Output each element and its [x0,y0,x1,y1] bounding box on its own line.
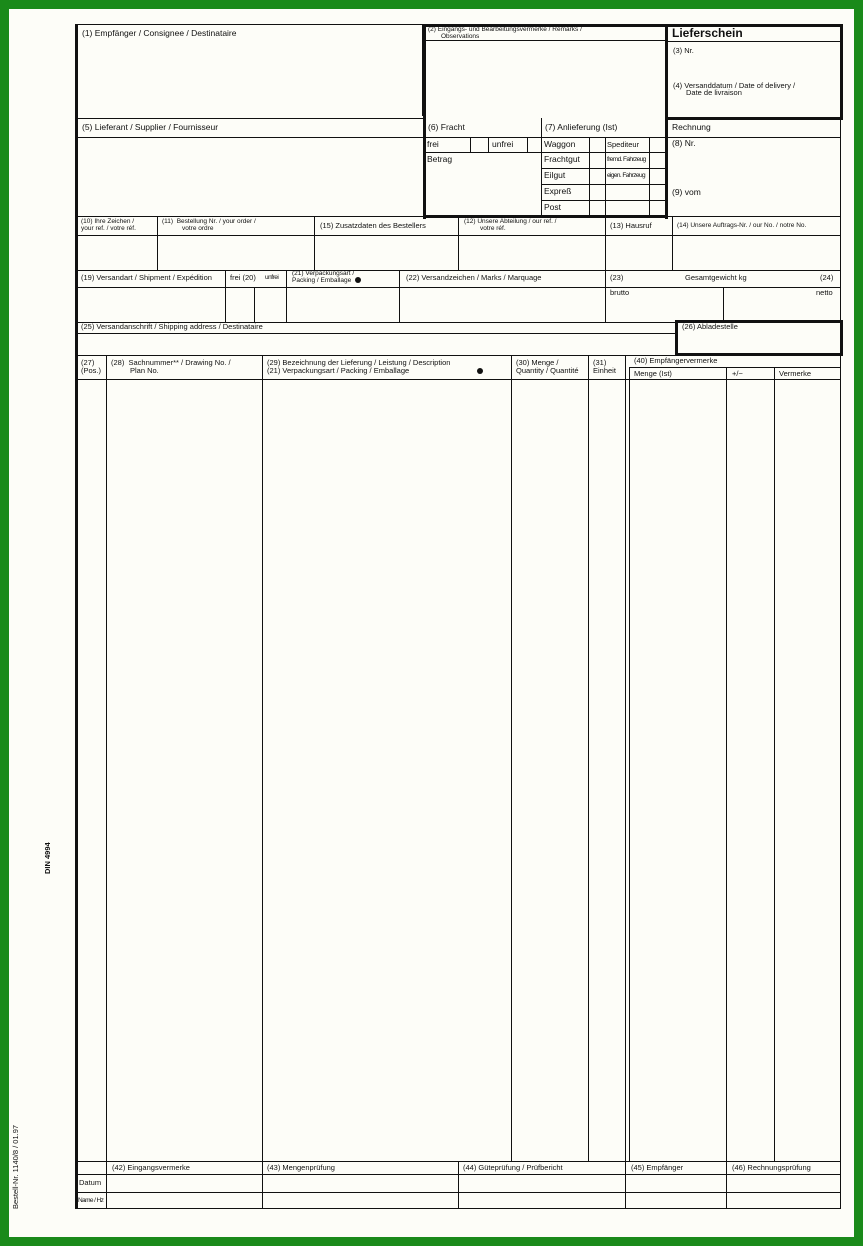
delivery-date-label-1: (4) Versanddatum / Date of delivery / [673,81,796,90]
unloading-point-label: (26) Abladestelle [682,322,738,331]
forwarder-label: Spediteur [607,140,640,149]
freight-label: (6) Fracht [428,122,465,132]
additional-data-label: (15) Zusatzdaten des Bestellers [320,221,426,230]
freight-unfree: unfrei [492,139,514,149]
our-dept-label-1: (12) Unsere Abteilung / our ref. / [464,218,557,225]
part-no-label-1: (28) Sachnummer** / Drawing No. / [111,358,231,367]
ship-free-label: frei (20) [230,273,256,282]
order-number-label: Bestell-Nr. 1140/8 / 01.97 [11,1124,20,1209]
delivery-actual-label: (7) Anlieferung (Ist) [545,122,618,132]
packing-label-1: (21) Verpackungsart / [292,270,355,277]
invoice-check-label: (46) Rechnungsprüfung [732,1163,811,1172]
plus-minus-label: +/− [732,369,743,378]
recipient-label: (45) Empfänger [631,1163,684,1172]
actual-qty-label: Menge (Ist) [634,369,672,378]
your-order-label-2: votre ordre [182,225,214,232]
invoice-label: Rechnung [672,122,711,132]
supplier-label: (5) Lieferant / Supplier / Fournisseur [82,122,219,132]
freight-free: frei [427,139,439,149]
gross-label: brutto [610,288,630,297]
bold-box-mid [665,24,668,219]
field-23-label: (23) [610,273,624,282]
extension-label: (13) Hausruf [610,221,652,230]
form-title: Lieferschein [672,26,743,40]
bullet-icon [355,277,361,283]
unit-label-1: (31) [593,358,607,367]
bold-box-left [423,24,426,219]
field-24-label: (24) [820,273,834,282]
quantity-label-1: (30) Menge / [516,358,559,367]
your-ref-label-1: (10) Ihre Zeichen / [81,218,135,225]
frame-bottom [75,1208,841,1209]
unit-label-2: Einheit [593,366,616,375]
amount-label: Betrag [427,154,453,164]
notes-label: Vermerke [779,369,812,378]
your-ref-label-2: your ref. / votre réf. [81,225,136,232]
gross-weight-label: Gesamtgewicht kg [685,273,747,282]
shipping-address-label: (25) Versandanschrift / Shipping address / Destinataire [81,322,263,331]
consignee-label: (1) Empfänger / Consignee / Destinataire [82,28,237,38]
own-vehicle-label: eigen. Fahrzeug [607,172,645,179]
delivery-note-form [9,9,854,1237]
pos-label-2: (Pos.) [81,366,102,375]
foreign-vehicle-label: fremd. Fahrzeug [607,156,646,163]
nr-label: (3) Nr. [673,46,694,55]
frame-left [75,24,78,1208]
frame-right [840,24,841,1208]
ship-unfree-label: unfrei [265,274,279,281]
our-dept-label-2: votre réf. [480,225,506,232]
remarks-label-1: (2) Eingangs- und Bearbeitungsvermerke / Remarks / [428,26,582,33]
waggon-label: Waggon [544,139,576,149]
name-label: Name / Hz [78,1197,104,1204]
bullet-icon [477,368,483,374]
frachtgut-label: Frachtgut [544,154,580,164]
our-order-no-label: (14) Unsere Auftrags-Nr. / our No. / notre No. [677,222,807,229]
invoice-date-label: (9) vom [672,187,701,197]
quantity-check-label: (43) Mengenprüfung [267,1163,335,1172]
delivery-date-label-2: Date de livraison [686,88,742,97]
description-label-1: (29) Bezeichnung der Lieferung / Leistung / Description [267,358,451,367]
your-order-label-1: (11) Bestellung Nr. / your order / [162,218,256,225]
shipment-label: (19) Versandart / Shipment / Expédition [81,273,212,282]
din-label: DIN 4994 [43,842,52,874]
invoice-nr-label: (8) Nr. [672,138,696,148]
net-label: netto [816,288,833,297]
quality-check-label: (44) Güteprüfung / Prüfbericht [463,1163,563,1172]
quantity-label-2: Quantity / Quantité [516,366,579,375]
express-label: Expreß [544,186,572,196]
incoming-notes-label: (42) Eingangsvermerke [112,1163,190,1172]
part-no-label-2: Plan No. [130,366,159,375]
marks-label: (22) Versandzeichen / Marks / Marquage [406,273,542,282]
recipient-notes-label: (40) Empfängervermerke [634,356,718,365]
eilgut-label: Eilgut [544,170,566,180]
date-label: Datum [79,1178,102,1187]
remarks-label-2: Observations [441,33,480,40]
description-label-2: (21) Verpackungsart / Packing / Emballage [267,366,410,375]
pos-label-1: (27) [81,358,95,367]
post-label: Post [544,202,562,212]
packing-label-2: Packing / Emballage [292,277,361,284]
